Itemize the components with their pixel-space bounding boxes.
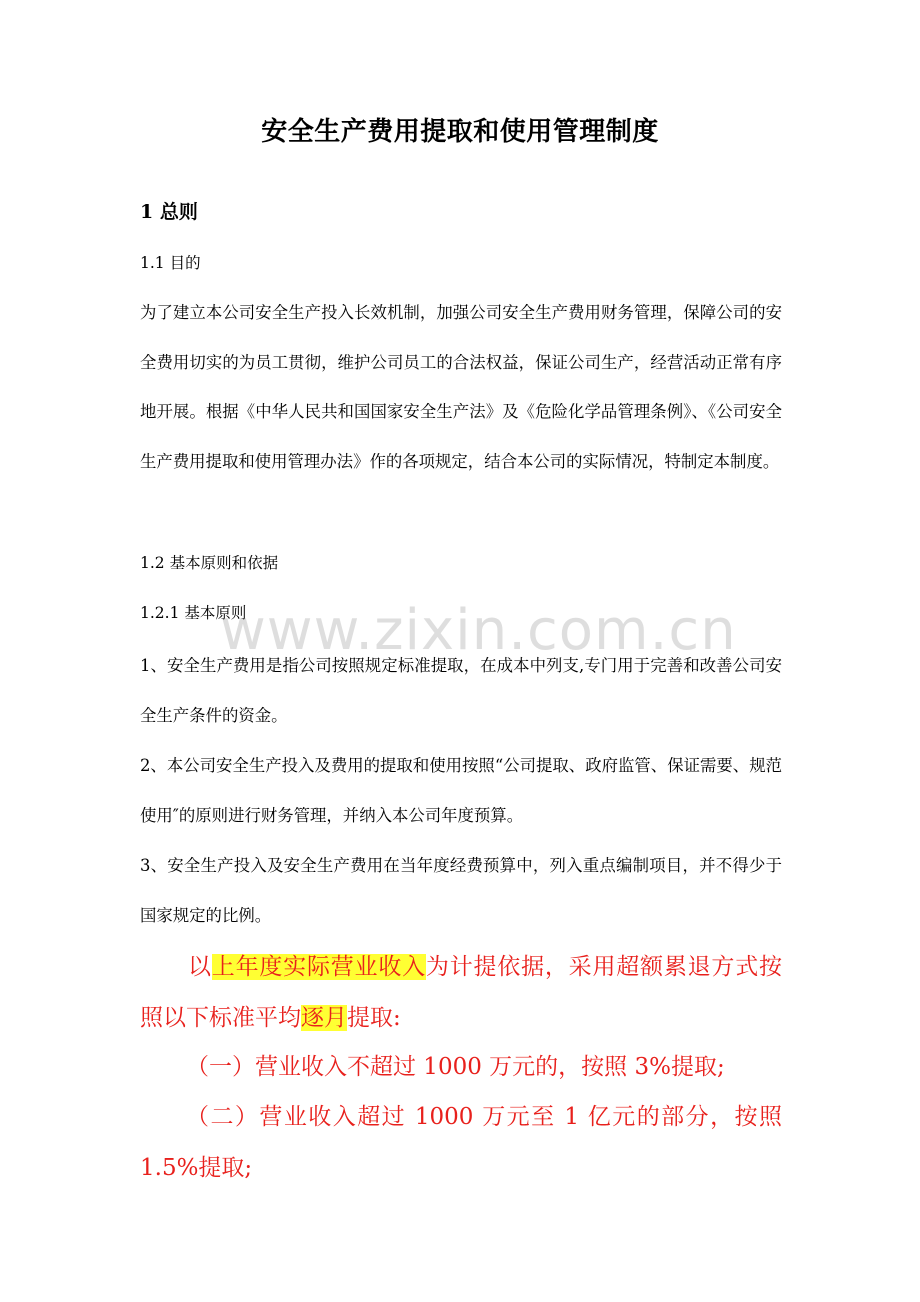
watermark: www.zixin.com.cn xyxy=(220,598,737,663)
subsection-heading-principles: 1.2 基本原则和依据 xyxy=(140,554,279,572)
section-heading-general: 1 总则 xyxy=(140,201,198,223)
red-paragraph-basis xyxy=(140,942,782,1044)
red-text-segment: 为计提依据，采用超额累退方式按照以下标准平均 xyxy=(140,954,783,1031)
red-paragraph-tier-1: （一）营业收入不超过 1000 万元的，按照 3%提取; xyxy=(186,1054,725,1080)
subsection-heading-basic-principles: 1.2.1 基本原则 xyxy=(140,604,247,622)
principle-item-1: 1、安全生产费用是指公司按照规定标准提取，在成本中列支,专门用于完善和改善公司安全生产条件的资金。 xyxy=(140,656,782,725)
principle-item-3: 3、安全生产投入及安全生产费用在当年度经费预算中，列入重点编制项目，并不得少于国家规定的比例。 xyxy=(140,856,782,925)
red-text-segment: 提取: xyxy=(347,1005,401,1031)
red-paragraph-tier-2: （二）营业收入超过 1000 万元至 1 亿元的部分，按照 1.5%提取; xyxy=(140,1104,782,1181)
highlighted-text-last-year-revenue: 上年度实际营业收入 xyxy=(211,954,426,980)
red-text-segment: 以 xyxy=(188,954,212,980)
highlighted-text-monthly: 逐月 xyxy=(301,1005,347,1031)
subsection-heading-purpose: 1.1 目的 xyxy=(140,254,201,272)
purpose-paragraph: 为了建立本公司安全生产投入长效机制，加强公司安全生产费用财务管理，保障公司的安全费用切实的为员工贯彻，维护公司员工的合法权益，保证公司生产，经营活动正常有序地开展。根据《中华人民共和国国家安全生产法》及《危险化学品管理条例》、《公司安全生产费用提取和使用管理办法》作的各项规定，结合本公司的实际情况，特制定本制度。 xyxy=(140,303,782,471)
principle-item-2: 2、本公司安全生产投入及费用的提取和使用按照“公司提取、政府监管、保证需要、规范使用″的原则进行财务管理，并纳入本公司年度预算。 xyxy=(140,756,782,825)
document-title: 安全生产费用提取和使用管理制度 xyxy=(261,117,659,147)
